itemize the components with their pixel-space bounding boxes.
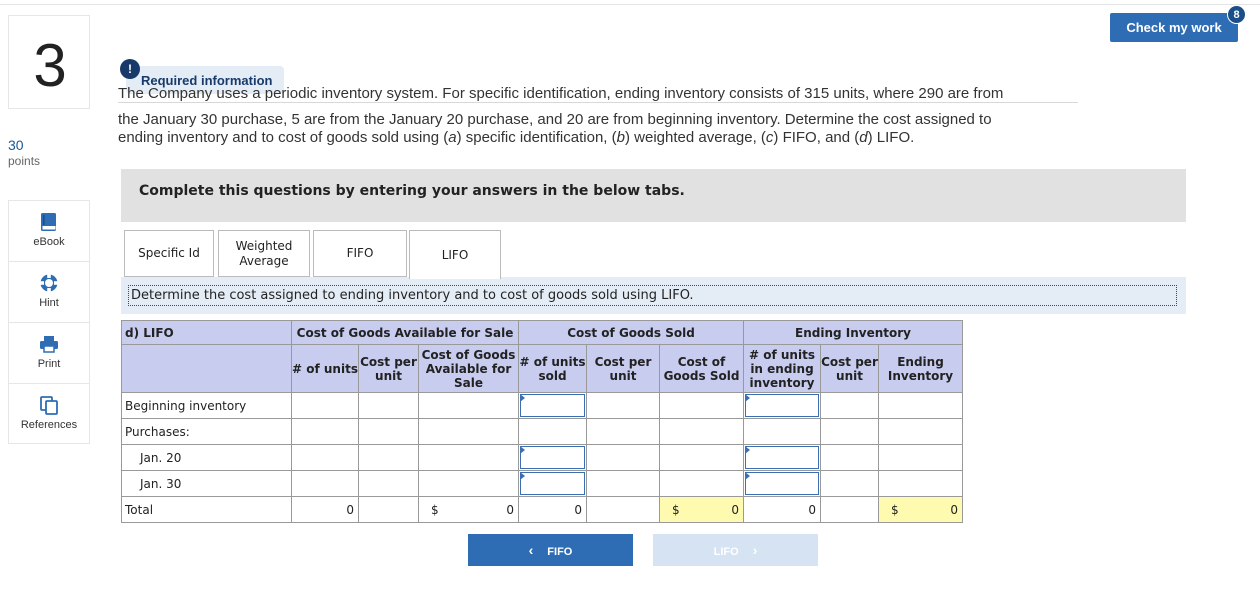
total-units: 0 [292, 497, 359, 523]
total-cogas: $ 0 [419, 497, 519, 523]
tab-prompt-frame [128, 285, 1177, 306]
table-row-jan30 [122, 471, 963, 497]
units-sold-jan30-input[interactable] [519, 471, 587, 497]
column-header-units-ending: # of units in ending inventory [744, 345, 821, 393]
tab-fifo[interactable]: FIFO [313, 230, 407, 277]
book-icon [39, 212, 59, 232]
points-label: points [8, 154, 41, 168]
table-title: d) LIFO [122, 321, 292, 345]
printer-icon [39, 334, 59, 354]
column-header-units: # of units [292, 345, 359, 393]
group-header-cogs: Cost of Goods Sold [519, 321, 744, 345]
question-number-card [8, 15, 90, 109]
tools-sidebar [8, 200, 90, 444]
instruction-text: Complete this questions by entering your answers in the below tabs. [139, 183, 685, 199]
tab-prompt-strip [121, 277, 1186, 314]
column-header-cost-per-unit-ending: Cost per unit [821, 345, 879, 393]
table-row-jan20 [122, 445, 963, 471]
table-row-beginning [122, 393, 963, 419]
row-label-total: Total [122, 497, 292, 523]
copy-icon [39, 395, 59, 415]
chevron-right-icon: › [752, 542, 758, 558]
row-label-beginning: Beginning inventory [122, 393, 292, 419]
description-line-2: ending inventory and to cost of goods sold using (a) specific identification, (b) weighted average, (c) FIFO, and (d) LIFO. [118, 129, 915, 146]
question-number: 3 [33, 32, 67, 99]
units-sold-beginning-input[interactable] [519, 393, 587, 419]
total-ending-inventory: $ 0 [879, 497, 963, 523]
column-header-ending-inventory: Ending Inventory [879, 345, 963, 393]
units-ending-jan30-input[interactable] [744, 471, 821, 497]
chevron-left-icon: ‹ [528, 542, 534, 558]
group-header-ending: Ending Inventory [744, 321, 963, 345]
units-ending-jan20-input[interactable] [744, 445, 821, 471]
units-sold-jan20-input[interactable] [519, 445, 587, 471]
total-cogs: $ 0 [660, 497, 744, 523]
description-line-1: the January 30 purchase, 5 are from the January 20 purchase, and 20 are from beginning inventory. Determine the cost assigned to [118, 111, 992, 128]
column-header-cost-per-unit-sold: Cost per unit [587, 345, 660, 393]
table-row-purchases [122, 419, 963, 445]
points-value: 30 [8, 137, 24, 153]
tab-weighted-average[interactable]: Weighted Average [218, 230, 310, 277]
print-button[interactable] [9, 323, 89, 384]
total-units-ending: 0 [744, 497, 821, 523]
required-information-label[interactable]: Required information [141, 73, 273, 88]
lifebuoy-icon [39, 273, 59, 293]
ebook-button[interactable] [9, 201, 89, 262]
attempts-badge: 8 [1227, 5, 1246, 24]
header-blank [122, 345, 292, 393]
tab-prompt-text: Determine the cost assigned to ending inventory and to cost of goods sold using LIFO. [131, 288, 694, 303]
total-units-sold: 0 [519, 497, 587, 523]
next-tab-button[interactable]: LIFO › [653, 534, 818, 566]
references-label: References [20, 419, 78, 431]
hint-label: Hint [39, 297, 59, 309]
group-header-available: Cost of Goods Available for Sale [292, 321, 519, 345]
top-divider [0, 4, 1260, 5]
alert-icon: ! [120, 59, 140, 79]
row-label-jan30: Jan. 30 [122, 471, 292, 497]
scrolled-description: The Company uses a periodic inventory system. For specific identification, ending inventory consists of 315 units, where 290 are from [118, 94, 1078, 103]
tab-specific-id[interactable]: Specific Id [124, 230, 214, 277]
column-header-cost-per-unit: Cost per unit [359, 345, 419, 393]
tab-lifo[interactable]: LIFO [409, 230, 501, 279]
column-header-units-sold: # of units sold [519, 345, 587, 393]
hint-button[interactable] [9, 262, 89, 323]
units-ending-beginning-input[interactable] [744, 393, 821, 419]
references-button[interactable] [9, 384, 89, 445]
check-my-work-button[interactable]: Check my work [1110, 13, 1238, 42]
row-label-jan20: Jan. 20 [122, 445, 292, 471]
ebook-label: eBook [33, 236, 65, 248]
lifo-table [121, 320, 963, 523]
instruction-box [121, 169, 1186, 222]
previous-tab-button[interactable]: ‹ FIFO [468, 534, 633, 566]
print-label: Print [37, 358, 61, 370]
row-label-purchases: Purchases: [122, 419, 292, 445]
table-row-total [122, 497, 963, 523]
column-header-cogs: Cost of Goods Sold [660, 345, 744, 393]
column-header-cogas: Cost of Goods Available for Sale [419, 345, 519, 393]
